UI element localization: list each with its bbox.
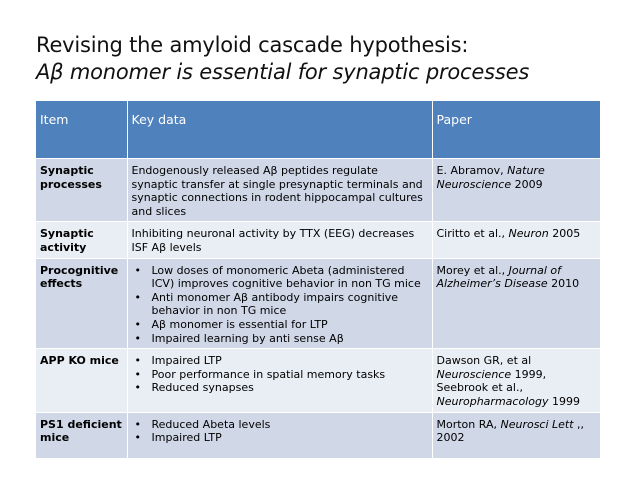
paper-authors: Morey et al.,	[436, 263, 509, 277]
paper-year: ,, 2002	[436, 417, 585, 445]
paper-journal-2: Neuropharmacology	[436, 394, 549, 408]
bullet-item: • Impaired learning by anti sense Aβ	[152, 332, 428, 346]
bullet-item: • Anti monomer Aβ antibody impairs cognitive behavior in non TG mice	[152, 291, 428, 318]
key-data-cell: Endogenously released Aβ peptides regulate synaptic transfer at single presynaptic terminals and synaptic connections in rodent hippocampal cultures and slices	[127, 159, 432, 222]
item-cell: Synaptic processes	[36, 159, 127, 222]
bullet-item: • Low doses of monomeric Abeta (administered ICV) improves cognitive behavior in non TG mice	[152, 264, 428, 291]
bullet-item: • Poor performance in spatial memory tasks	[152, 368, 428, 382]
header-paper: Paper	[432, 101, 600, 159]
paper-authors: Morton RA,	[436, 417, 501, 431]
paper-cell	[432, 159, 600, 222]
table-row	[36, 258, 600, 349]
table-row	[36, 159, 600, 222]
paper-year: 2010	[547, 277, 580, 291]
paper-journal: Neuron	[508, 227, 549, 241]
paper-journal: Journal of Alzheimer’s Disease	[436, 263, 561, 291]
evidence-table	[36, 101, 601, 459]
bullet-item: • Reduced Abeta levels	[152, 418, 428, 432]
item-cell: PS1 deficient mice	[36, 412, 127, 458]
title-line-1: Revising the amyloid cascade hypothesis:	[36, 33, 469, 57]
item-cell: APP KO mice	[36, 349, 127, 412]
paper-year: 2005	[548, 227, 581, 241]
bullet-list	[132, 354, 428, 395]
table-row	[36, 349, 600, 412]
header-item: Item	[36, 101, 127, 159]
paper-year: 2009	[511, 177, 543, 191]
key-data-cell: Inhibiting neuronal activity by TTX (EEG) decreases ISF Aβ levels	[127, 222, 432, 258]
paper-authors: E. Abramov,	[436, 164, 508, 177]
title-line-2: Aβ monomer is essential for synaptic processes	[36, 60, 530, 84]
paper-year: 1999	[548, 394, 580, 408]
key-data-cell	[127, 258, 432, 349]
paper-authors-2: 1999, Seebrook et al.,	[436, 367, 547, 395]
paper-journal: Neurosci Lett	[500, 417, 574, 431]
paper-cell	[432, 349, 600, 412]
header-key-data: Key data	[127, 101, 432, 159]
bullet-item: • Impaired LTP	[152, 354, 428, 368]
paper-authors: Ciritto et al.,	[436, 227, 509, 241]
paper-cell	[432, 222, 600, 258]
key-data-cell	[127, 412, 432, 458]
item-cell: Synaptic activity	[36, 222, 127, 258]
paper-authors: Dawson GR, et al	[436, 354, 532, 368]
bullet-list	[132, 418, 428, 445]
bullet-item: • Reduced synapses	[152, 381, 428, 395]
slide-title	[36, 32, 529, 86]
key-data-cell	[127, 349, 432, 412]
paper-journal: Neuroscience	[436, 367, 512, 381]
bullet-item: • Impaired LTP	[152, 431, 428, 445]
table-row	[36, 412, 600, 458]
paper-journal: Nature Neuroscience	[436, 164, 545, 191]
bullet-list	[132, 264, 428, 346]
paper-cell	[432, 258, 600, 349]
paper-cell	[432, 412, 600, 458]
table-header-row	[36, 101, 600, 159]
table-row	[36, 222, 600, 258]
bullet-item: • Aβ monomer is essential for LTP	[152, 318, 428, 332]
item-cell: Procognitive effects	[36, 258, 127, 349]
